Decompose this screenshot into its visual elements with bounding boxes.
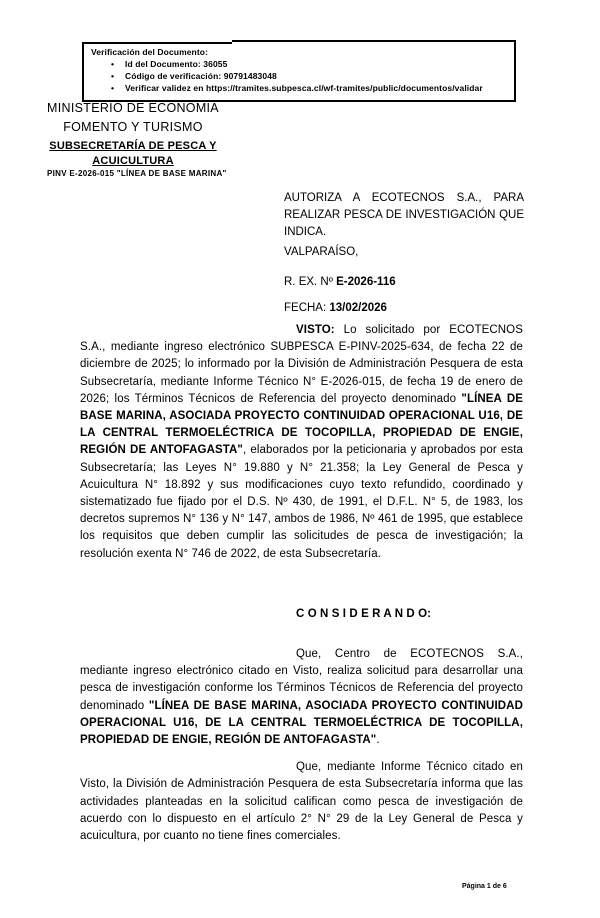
subsecretaria-name bbox=[14, 139, 252, 169]
resolution-title-block bbox=[284, 190, 524, 317]
visto-label: VISTO: bbox=[296, 324, 335, 336]
date-line bbox=[284, 300, 524, 317]
verification-item-code bbox=[91, 70, 509, 82]
verification-item-document-id bbox=[91, 58, 509, 70]
resolution-label: R. EX. Nº bbox=[284, 276, 337, 288]
bullet-icon: • bbox=[111, 71, 115, 81]
date-label: FECHA: bbox=[284, 302, 330, 314]
pinv-reference: PINV E-2026-015 "LÍNEA DE BASE MARINA" bbox=[47, 169, 227, 178]
considerando-paragraph-2: Que, mediante Informe Técnico citado en Visto, la División de Administración Pesquera de esta Subsecretaría informa que las actividades planteadas en la solicitud califican como pesca de investigación de acuerdo con lo dispuesto en el artículo 2° N° 29 de la Ley General de Pesca y acuicultura, por cuanto no tiene fines comerciales. bbox=[80, 761, 523, 843]
considerando-1-text-1: Que, Centro de ECOTECNOS S.A., mediante ingreso electrónico citado en Visto, realiza solicitud para desarrollar una pesca de investigación conforme los Términos Técnicos de Referencia del proyecto denominado bbox=[80, 648, 523, 712]
verification-title: Verificación del Documento: bbox=[91, 47, 209, 57]
ministry-name bbox=[14, 99, 252, 137]
verification-url-text: Verificar validez en https://tramites.subpesca.cl/wf-tramites/public/documentos/validar bbox=[125, 83, 483, 93]
authorization-title: AUTORIZA A ECOTECNOS S.A., PARA REALIZAR PESCA DE INVESTIGACIÓN QUE INDICA. bbox=[284, 192, 524, 238]
considerando-1-text-2: . bbox=[376, 734, 380, 747]
resolution-number: E-2026-116 bbox=[336, 276, 396, 288]
visto-project-name: "LÍNEA DE BASE MARINA, ASOCIADA PROYECTO CONTINUIDAD OPERACIONAL U16, DE LA CENTRAL TERMOELÉCTRICA DE TOCOPILLA, PROPIEDAD DE ENGIE, REGIÓN DE ANTOFAGASTA" bbox=[80, 392, 523, 457]
considerando-heading: C O N S I D E R A N D O: bbox=[296, 607, 432, 620]
resolution-number-line bbox=[284, 274, 524, 291]
verification-item-text: Código de verificación: 90791483048 bbox=[125, 71, 277, 81]
considerando-1-project-name: "LÍNEA DE BASE MARINA, ASOCIADA PROYECTO CONTINUIDAD OPERACIONAL U16, DE LA CENTRAL TERMOELÉCTRICA DE TOCOPILLA, PROPIEDAD DE ENGIE, REGIÓN DE ANTOFAGASTA" bbox=[80, 699, 523, 747]
verification-item-text: Id del Documento: 36055 bbox=[125, 59, 228, 69]
ministry-line-2: FOMENTO Y TURISMO bbox=[63, 120, 203, 134]
resolution-body bbox=[80, 322, 523, 845]
subsecretaria-line-1: SUBSECRETARÍA DE PESCA Y bbox=[49, 140, 217, 152]
verification-item-url bbox=[91, 82, 509, 94]
date-value: 13/02/2026 bbox=[329, 302, 387, 314]
bullet-icon: • bbox=[111, 83, 115, 93]
visto-text-1: Lo solicitado por ECOTECNOS S.A., mediante ingreso electrónico SUBPESCA E-PINV-2025-634, de fecha 22 de diciembre de 2025; lo informado por la División de Administración Pesquera de esta Subsecretaría, mediante Informe Técnico N° E-2026-015, de fecha 19 de enero de 2026; los Términos Técnicos de Referencia del proyecto denominado bbox=[80, 324, 523, 405]
page-number: Página 1 de 6 bbox=[462, 883, 507, 890]
considerando-paragraph-1 bbox=[80, 646, 523, 749]
visto-paragraph bbox=[80, 322, 523, 563]
ministry-line-1: MINISTERIO DE ECONOMIA bbox=[47, 101, 219, 115]
verification-box bbox=[82, 40, 516, 102]
bullet-icon: • bbox=[111, 59, 115, 69]
city-line: VALPARAÍSO, bbox=[284, 246, 359, 258]
subsecretaria-line-2: ACUICULTURA bbox=[92, 155, 174, 167]
visto-text-2: , elaborados por la peticionaria y aprobados por esta Subsecretaría; las Leyes N° 19.880 y N° 21.358; la Ley General de Pesca y Acuicultura N° 18.892 y sus modificaciones cuyo texto refundido, coordinado y sistematizado fue fijado por el D.S. Nº 430, de 1991, el D.F.L. N° 5, de 1983, los decretos supremos N° 136 y N° 147, ambos de 1986, Nº 461 de 1995, que establece los requisitos que deben cumplir las solicitudes de pesca de investigación; la resolución exenta N° 746 de 2022, de esta Subsecretaría. bbox=[80, 444, 524, 560]
